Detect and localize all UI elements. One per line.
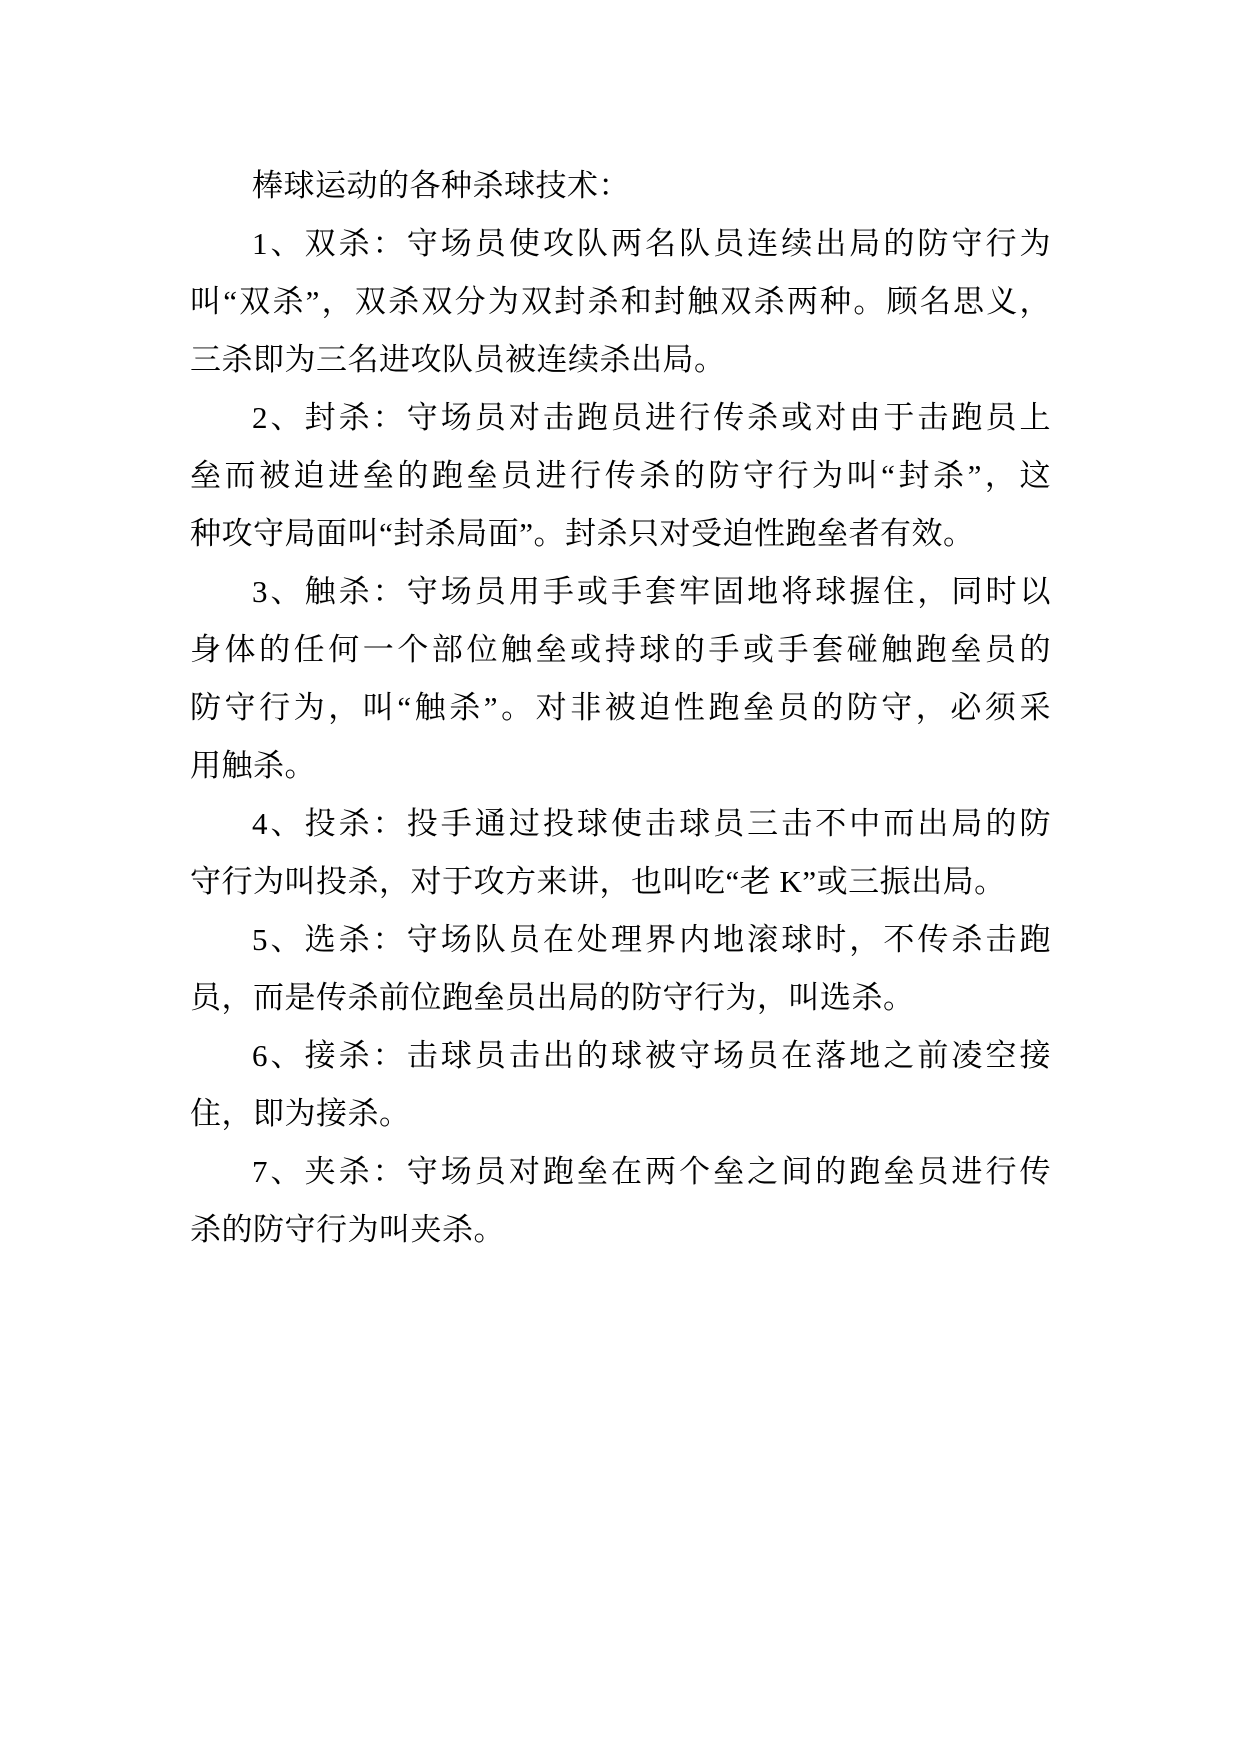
text-line: 防守行为，叫“触杀”。对非被迫性跑垒员的防守，必须采	[190, 690, 1051, 725]
text-line: 三杀即为三名进攻队员被连续杀出局。	[190, 342, 726, 377]
text-line: 员，而是传杀前位跑垒员出局的防守行为，叫选杀。	[190, 980, 915, 1015]
document-body	[190, 157, 1051, 1259]
paragraph-2-force-out	[190, 389, 1051, 563]
document-title-block	[190, 157, 1051, 215]
text-line: 1、双杀：守场员使攻队两名队员连续出局的防守行为	[252, 226, 1051, 261]
document-title: 棒球运动的各种杀球技术：	[252, 168, 630, 203]
text-line: 5、选杀：守场队员在处理界内地滚球时，不传杀击跑	[252, 922, 1051, 957]
text-line: 垒而被迫进垒的跑垒员进行传杀的防守行为叫“封杀”，这	[190, 458, 1051, 493]
text-line: 6、接杀：击球员击出的球被守场员在落地之前凌空接	[252, 1038, 1051, 1073]
paragraph-7-rundown	[190, 1143, 1051, 1259]
text-line: 4、投杀：投手通过投球使击球员三击不中而出局的防	[252, 806, 1051, 841]
paragraph-1-double-play	[190, 215, 1051, 389]
text-line: 7、夹杀：守场员对跑垒在两个垒之间的跑垒员进行传	[252, 1154, 1051, 1189]
text-line: 住，即为接杀。	[190, 1096, 411, 1131]
text-line: 身体的任何一个部位触垒或持球的手或手套碰触跑垒员的	[190, 632, 1051, 667]
paragraph-4-strike-out	[190, 795, 1051, 911]
paragraph-6-fly-out	[190, 1027, 1051, 1143]
text-line: 叫“双杀”，双杀双分为双封杀和封触双杀两种。顾名思义，	[190, 284, 1051, 319]
paragraph-3-tag-out	[190, 563, 1051, 795]
paragraph-5-fielders-choice	[190, 911, 1051, 1027]
text-line: 杀的防守行为叫夹杀。	[190, 1212, 505, 1247]
text-line: 守行为叫投杀，对于攻方来讲，也叫吃“老 K”或三振出局。	[190, 864, 1006, 899]
text-line: 种攻守局面叫“封杀局面”。封杀只对受迫性跑垒者有效。	[190, 516, 975, 551]
text-line: 3、触杀：守场员用手或手套牢固地将球握住，同时以	[252, 574, 1051, 609]
text-line: 用触杀。	[190, 748, 316, 783]
text-line: 2、封杀：守场员对击跑员进行传杀或对由于击跑员上	[252, 400, 1051, 435]
